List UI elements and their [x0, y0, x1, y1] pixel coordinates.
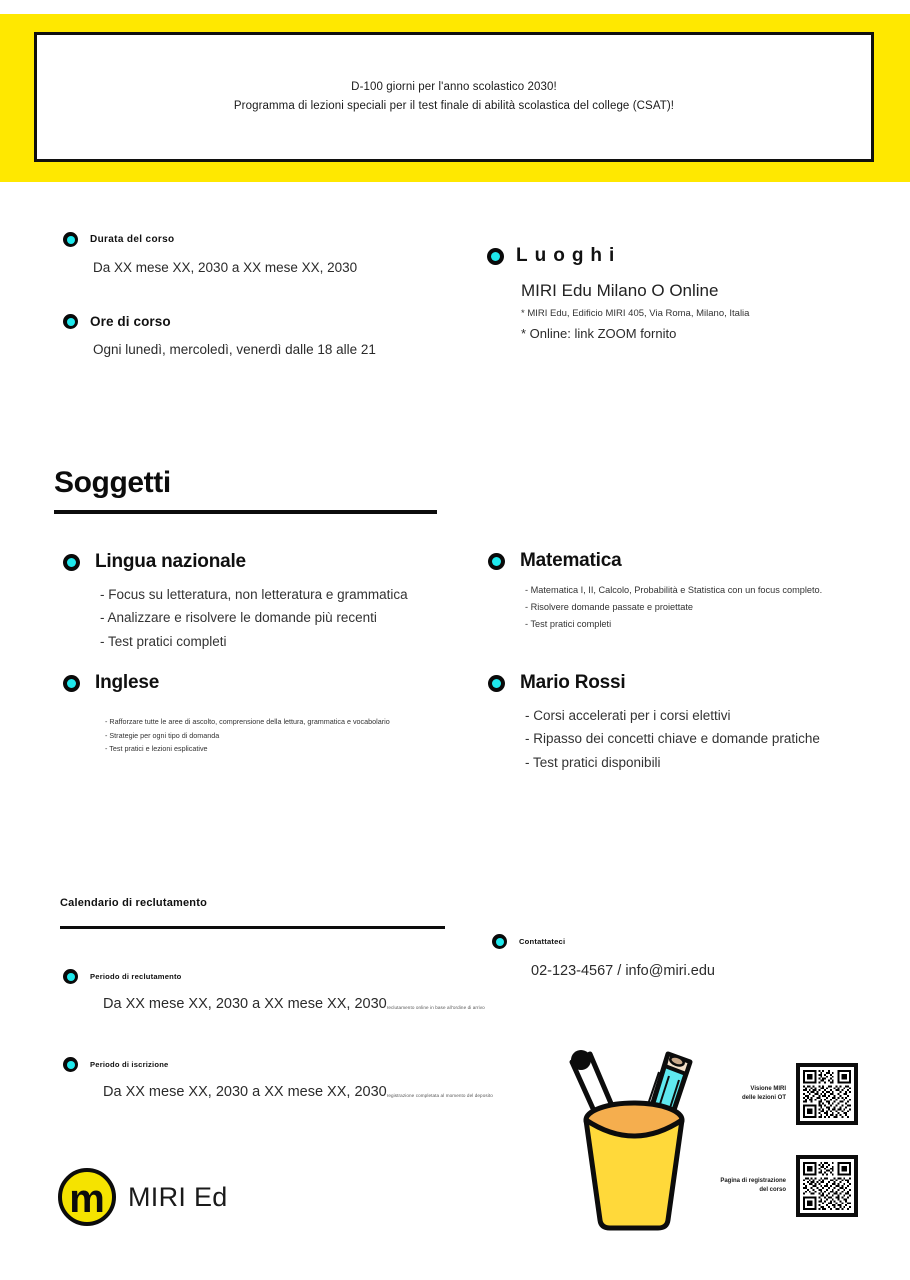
subject-bullet-list	[525, 582, 822, 633]
info-block-course-duration	[63, 232, 357, 275]
subject-head	[488, 550, 822, 572]
subject-title: Matematica	[520, 550, 622, 571]
list-item: - Corsi accelerati per i corsi elettivi	[525, 708, 731, 723]
qr-block-registration	[714, 1155, 858, 1217]
qr-row	[714, 1063, 858, 1125]
info-head	[63, 314, 376, 329]
calendar-item-head	[63, 969, 485, 984]
list-item: - Test pratici completi	[525, 619, 612, 630]
subject-inglese	[63, 672, 390, 772]
logo-mark-letter: m	[69, 1177, 105, 1221]
qr-row	[714, 1155, 858, 1217]
calendar-heading-block	[60, 897, 445, 929]
pencil-cup-illustration	[556, 1048, 716, 1243]
list-item: - Test pratici disponibili	[525, 754, 661, 770]
course-hours-label: Ore di corso	[90, 314, 171, 329]
subject-matematica	[488, 550, 822, 649]
calendar-item-label: Periodo di iscrizione	[90, 1060, 169, 1069]
bullet-dot-icon	[63, 675, 80, 692]
course-duration-value: Da XX mese XX, 2030 a XX mese XX, 2030	[93, 260, 358, 275]
subject-bullet-list	[525, 704, 820, 774]
qr-caption-line2: del corso	[759, 1187, 786, 1193]
calendar-item-value-row	[103, 1084, 493, 1100]
subject-lingua-nazionale	[63, 551, 408, 669]
logo-text: MIRI Ed	[128, 1181, 228, 1212]
contact-head	[492, 934, 715, 949]
list-item: - Rafforzare tutte le aree di ascolto, comprensione della lettura, grammatica e vocabolario	[105, 717, 390, 726]
subject-head	[488, 672, 820, 694]
bullet-dot-icon	[488, 553, 505, 570]
info-head	[63, 232, 357, 247]
list-item: - Risolvere domande passate e proiettate	[525, 602, 694, 613]
places-head	[487, 245, 749, 267]
header-banner	[0, 14, 910, 182]
bullet-dot-icon	[487, 248, 504, 265]
bullet-dot-icon	[492, 934, 507, 949]
qr-code-icon	[803, 1070, 851, 1118]
list-item: - Matematica I, II, Calcolo, Probabilità e Statistica con un focus completo.	[525, 585, 823, 595]
course-duration-label: Durata del corso	[90, 234, 175, 245]
list-item: - Analizzare e risolvere le domande più recenti	[100, 610, 377, 626]
info-block-course-hours	[63, 314, 376, 357]
list-item: - Test pratici e lezioni esplicative	[105, 744, 208, 754]
calendar-item-value-row	[103, 996, 485, 1012]
bullet-dot-icon	[488, 675, 505, 692]
list-item: - Focus su letteratura, non letteratura e grammatica	[100, 587, 408, 602]
subject-bullet-list	[100, 583, 408, 653]
bullet-dot-icon	[63, 232, 78, 247]
banner-headline: D-100 giorni per l'anno scolastico 2030!	[351, 80, 557, 93]
pencil-cup-icon	[556, 1048, 716, 1238]
brand-logo	[58, 1168, 228, 1226]
qr-code-icon	[803, 1162, 851, 1210]
qr-caption-line2: delle lezioni OT	[741, 1095, 786, 1101]
calendar-item-note: registrazione completata al momento del deposito	[386, 1093, 493, 1098]
places-title: Luoghi	[516, 245, 622, 266]
calendar-item-value: Da XX mese XX, 2030 a XX mese XX, 2030	[103, 996, 387, 1012]
contact-value[interactable]: 02-123-4567 / info@miri.edu	[531, 963, 715, 979]
contact-block	[492, 934, 715, 979]
subjects-heading-block	[54, 466, 437, 514]
calendar-item-value: Da XX mese XX, 2030 a XX mese XX, 2030	[103, 1084, 387, 1100]
subject-title: Mario Rossi	[520, 672, 626, 693]
subject-head	[63, 672, 390, 694]
bullet-dot-icon	[63, 1057, 78, 1072]
bullet-dot-icon	[63, 314, 78, 329]
subject-bullet-list	[105, 715, 390, 756]
header-banner-box	[34, 32, 874, 162]
subject-mario-rossi	[488, 672, 820, 790]
bullet-dot-icon	[63, 969, 78, 984]
calendar-item-head	[63, 1057, 493, 1072]
qr-caption-registration	[714, 1177, 786, 1195]
calendar-item-enrollment	[63, 1057, 493, 1100]
calendar-title: Calendario di reclutamento	[60, 897, 208, 909]
places-detail-online: * Online: link ZOOM fornito	[521, 326, 677, 341]
qr-caption-line1: Visione MIRI	[750, 1086, 786, 1092]
calendar-item-note: reclutamento online in base all'ordine di arrivo	[386, 1005, 485, 1010]
subject-title: Lingua nazionale	[95, 551, 246, 572]
subjects-heading: Soggetti	[54, 466, 171, 499]
qr-caption-line1: Pagina di registrazione	[720, 1178, 786, 1184]
qr-code-lessons[interactable]	[796, 1063, 858, 1125]
list-item: - Strategie per ogni tipo di domanda	[105, 730, 220, 740]
logo-mark-icon	[58, 1168, 116, 1226]
subjects-divider	[54, 510, 437, 514]
calendar-item-label: Periodo di reclutamento	[90, 972, 182, 981]
course-hours-value: Ogni lunedì, mercoledì, venerdì dalle 18 alle 21	[93, 342, 376, 357]
places-main: MIRI Edu Milano O Online	[521, 281, 719, 300]
qr-caption-lessons	[714, 1085, 786, 1103]
banner-subline: Programma di lezioni speciali per il test finale di abilità scolastica del college (CSAT)!	[233, 100, 675, 112]
calendar-divider	[60, 926, 445, 929]
places-block	[487, 245, 749, 341]
subject-head	[63, 551, 408, 573]
list-item: - Test pratici completi	[100, 633, 227, 649]
list-item: - Ripasso dei concetti chiave e domande pratiche	[525, 731, 820, 747]
subject-title: Inglese	[95, 672, 160, 693]
qr-code-registration[interactable]	[796, 1155, 858, 1217]
bullet-dot-icon	[63, 554, 80, 571]
calendar-item-recruitment	[63, 969, 485, 1012]
contact-label: Contattateci	[519, 937, 566, 946]
qr-block-lessons	[714, 1063, 858, 1125]
places-detail-address: * MIRI Edu, Edificio MIRI 405, Via Roma, Milano, Italia	[521, 308, 750, 319]
